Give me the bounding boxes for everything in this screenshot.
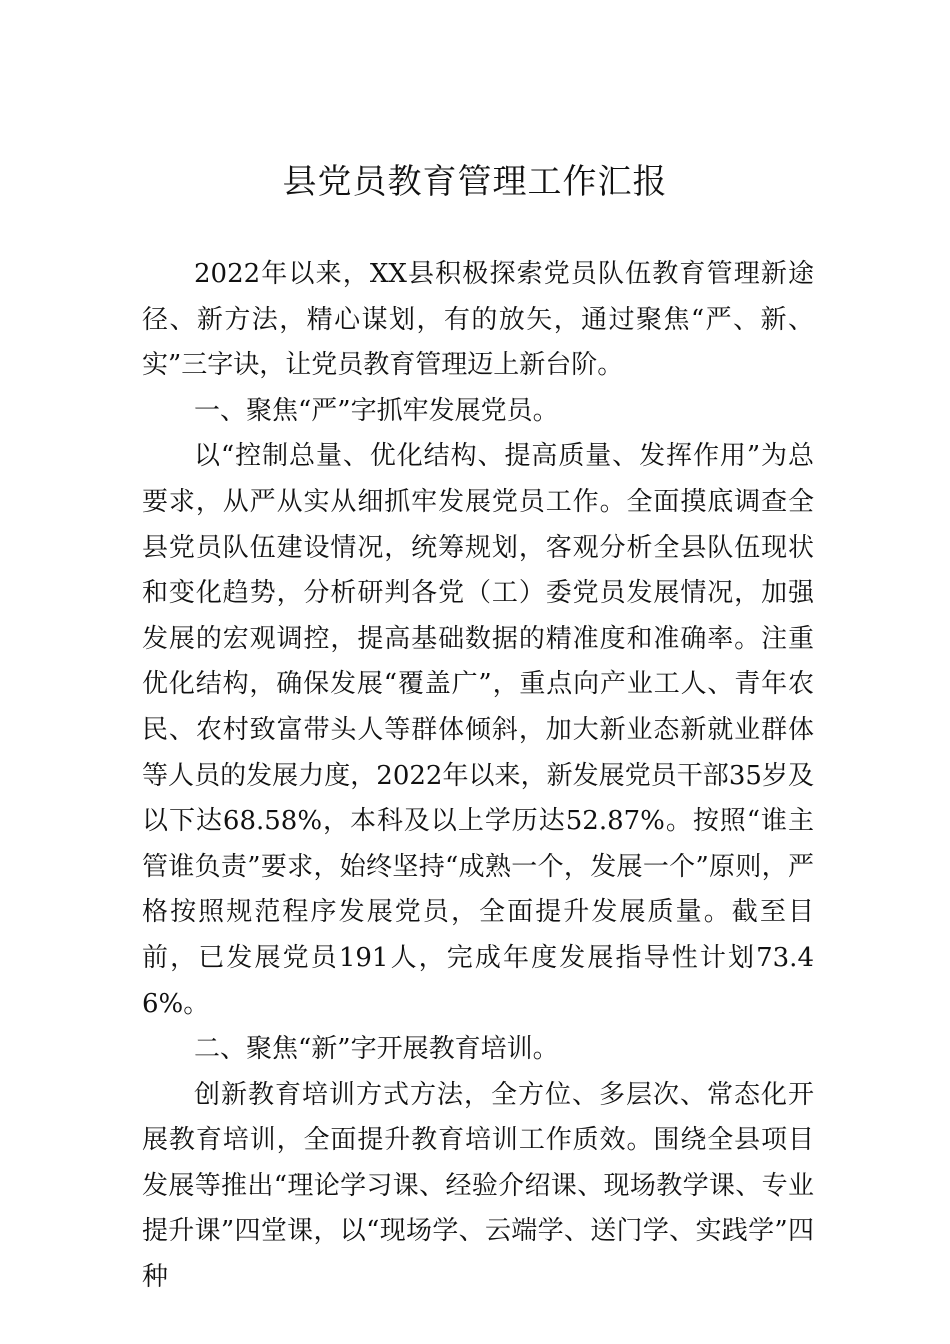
document-title: 县党员教育管理工作汇报 <box>282 162 668 202</box>
document-body <box>142 252 814 1301</box>
section-2-paragraph: 创新教育培训方式方法，全方位、多层次、常态化开展教育培训，全面提升教育培训工作质效。围绕全县项目发展等推出“理论学习课、经验介绍课、现场教学课、专业提升课”四堂课，以“现场学、云端学、送门学、实践学”四种 <box>142 1079 814 1293</box>
section-heading-2: 二、聚焦“新”字开展教育培训。 <box>194 1034 559 1065</box>
section-heading-1: 一、聚焦“严”字抓牢发展党员。 <box>194 395 559 426</box>
section-1-paragraph: 以“控制总量、优化结构、提高质量、发挥作用”为总要求，从严从实从细抓牢发展党员工作。全面摸底调查全县党员队伍建设情况，统筹规划，客观分析全县队伍现状和变化趋势，分析研判各党（工）委党员发展情况，加强发展的宏观调控，提高基础数据的精准度和准确率。注重优化结构，确保发展“覆盖广”，重点向产业工人、青年农民、农村致富带头人等群体倾斜，加大新业态新就业群体等人员的发展力度，2022年以来，新发展党员干部35岁及以下达68.58%，本科及以上学历达52.87%。按照“谁主管谁负责”要求，始终坚持“成熟一个，发展一个”原则，严格按照规范程序发展党员，全面提升发展质量。截至目前，已发展党员191人，完成年度发展指导性计划73.46%。 <box>142 441 814 1019</box>
intro-paragraph: 2022年以来，XX县积极探索党员队伍教育管理新途径、新方法，精心谋划，有的放矢，通过聚焦“严、新、实”三字诀，让党员教育管理迈上新台阶。 <box>142 259 814 381</box>
